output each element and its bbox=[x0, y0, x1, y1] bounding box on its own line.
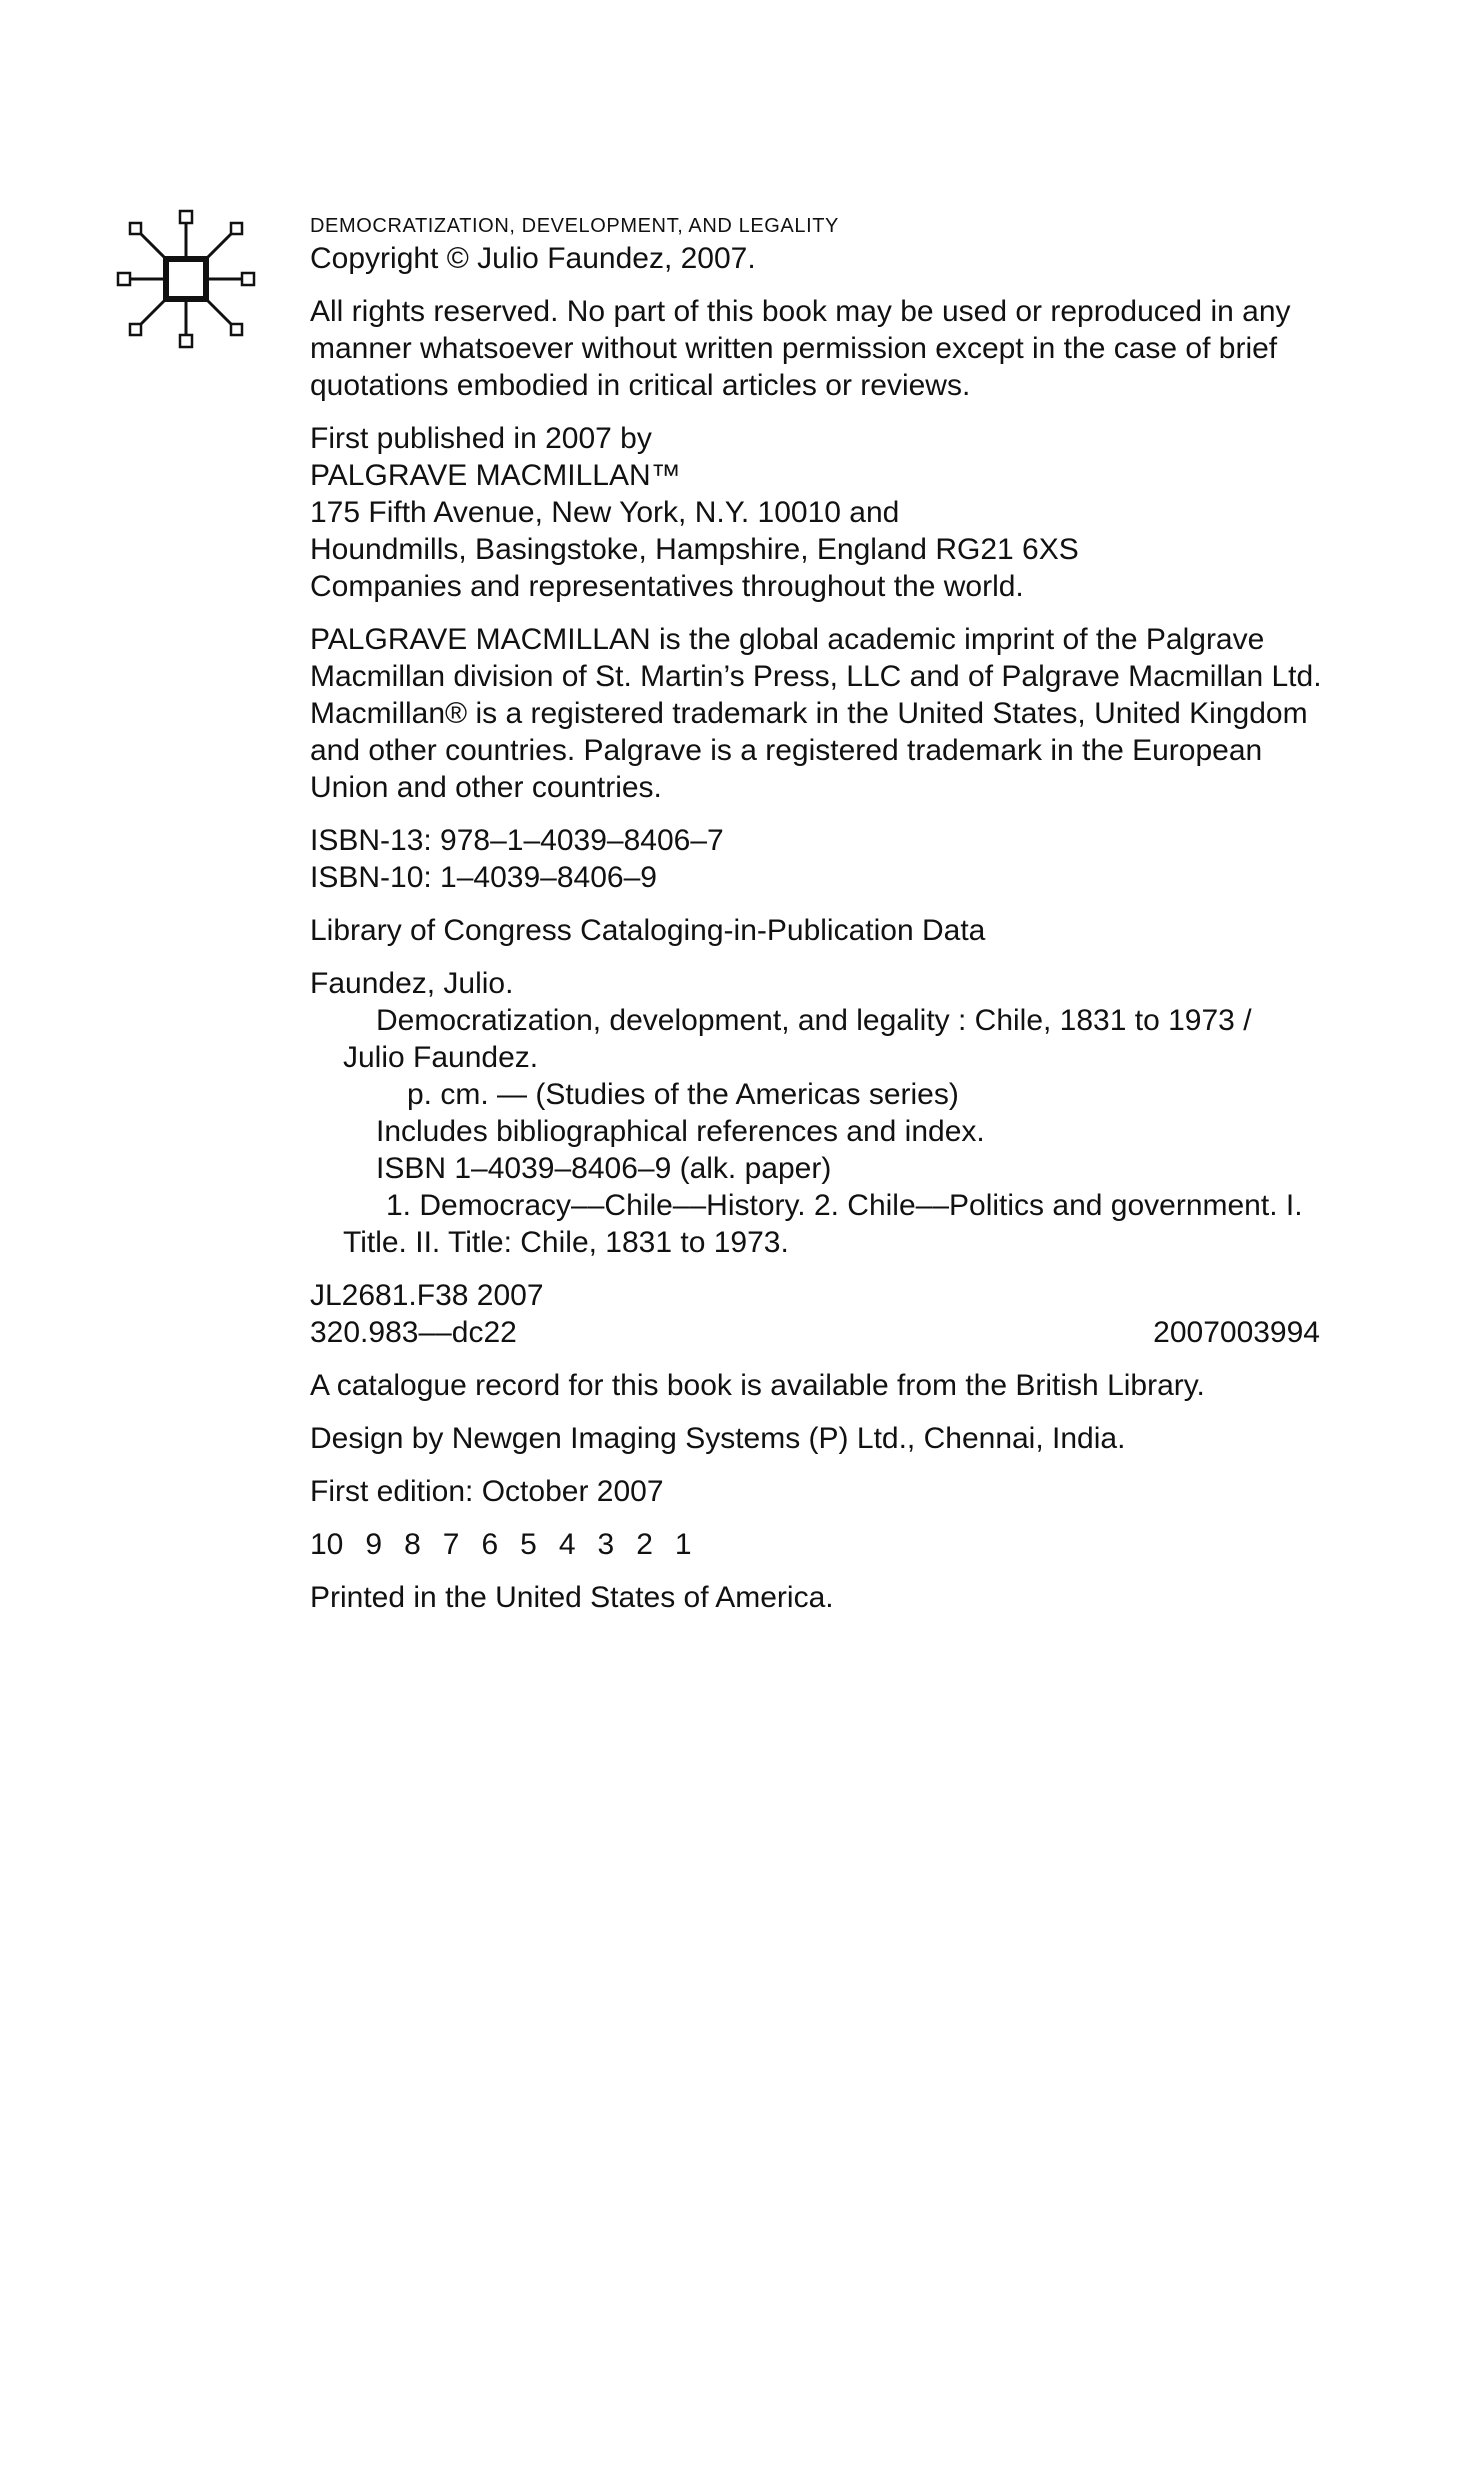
lc-classification: JL2681.F38 2007 bbox=[310, 1279, 544, 1312]
printing-number: 9 bbox=[365, 1528, 383, 1561]
dewey-number: 320.983––dc22 bbox=[310, 1316, 517, 1349]
printing-number: 4 bbox=[558, 1528, 576, 1561]
printing-numbers bbox=[310, 1526, 1320, 1563]
isbn-block bbox=[310, 822, 1320, 896]
publisher-line: First published in 2007 by bbox=[310, 422, 652, 455]
publisher-line: Companies and representatives throughout the world. bbox=[310, 570, 1024, 603]
rights-line: All rights reserved. No part of this book may be used or reproduced in any bbox=[310, 295, 1291, 328]
imprint-line: PALGRAVE MACMILLAN is the global academic imprint of the Palgrave bbox=[310, 623, 1265, 656]
printing-number: 5 bbox=[520, 1528, 537, 1561]
isbn-13: ISBN-13: 978–1–4039–8406–7 bbox=[310, 824, 724, 857]
publisher-network-logo-icon bbox=[112, 205, 260, 353]
publisher-info bbox=[310, 420, 1320, 605]
cip-title-line: Julio Faundez. bbox=[343, 1041, 539, 1074]
cip-bibliography: Includes bibliographical references and index. bbox=[376, 1115, 985, 1148]
printing-number: 1 bbox=[674, 1528, 692, 1561]
classification-block bbox=[310, 1277, 1320, 1351]
printed-in-note: Printed in the United States of America. bbox=[310, 1581, 834, 1614]
rights-line: quotations embodied in critical articles or reviews. bbox=[310, 369, 971, 402]
cip-record bbox=[310, 965, 1320, 1261]
isbn-10: ISBN-10: 1–4039–8406–9 bbox=[310, 861, 657, 894]
edition-note: First edition: October 2007 bbox=[310, 1475, 664, 1508]
publisher-line: Houndmills, Basingstoke, Hampshire, England RG21 6XS bbox=[310, 533, 1079, 566]
imprint-statement bbox=[310, 621, 1320, 806]
cip-subjects-line: Title. II. Title: Chile, 1831 to 1973. bbox=[343, 1226, 789, 1259]
cip-author: Faundez, Julio. bbox=[310, 967, 514, 1000]
cip-series: p. cm. — (Studies of the Americas series) bbox=[407, 1078, 959, 1111]
cip-subjects-line: 1. Democracy––Chile––History. 2. Chile––Politics and government. I. bbox=[386, 1189, 1303, 1222]
imprint-line: Union and other countries. bbox=[310, 771, 662, 804]
publisher-line: PALGRAVE MACMILLAN™ bbox=[310, 459, 681, 492]
publisher-line: 175 Fifth Avenue, New York, N.Y. 10010 and bbox=[310, 496, 900, 529]
copyright-page-content bbox=[310, 212, 1320, 1616]
printing-number: 8 bbox=[404, 1528, 421, 1561]
cip-heading bbox=[310, 912, 1320, 949]
printing-number: 10 bbox=[310, 1528, 344, 1561]
book-title: DEMOCRATIZATION, DEVELOPMENT, AND LEGALITY bbox=[310, 215, 839, 237]
cip-isbn: ISBN 1–4039–8406–9 (alk. paper) bbox=[376, 1152, 832, 1185]
printing-number: 6 bbox=[481, 1528, 499, 1561]
printing-number: 2 bbox=[636, 1528, 653, 1561]
printing-number: 7 bbox=[442, 1528, 460, 1561]
imprint-line: and other countries. Palgrave is a registered trademark in the European bbox=[310, 734, 1263, 767]
cip-heading-text: Library of Congress Cataloging-in-Publication Data bbox=[310, 914, 986, 947]
imprint-line: Macmillan® is a registered trademark in the United States, United Kingdom bbox=[310, 697, 1308, 730]
design-credit: Design by Newgen Imaging Systems (P) Ltd., Chennai, India. bbox=[310, 1422, 1126, 1455]
lccn-number: 2007003994 bbox=[1153, 1316, 1320, 1349]
rights-statement bbox=[310, 293, 1320, 404]
copyright-line: Copyright © Julio Faundez, 2007. bbox=[310, 242, 756, 275]
imprint-line: Macmillan division of St. Martin’s Press, LLC and of Palgrave Macmillan Ltd. bbox=[310, 660, 1322, 693]
british-library-note: A catalogue record for this book is available from the British Library. bbox=[310, 1369, 1205, 1402]
cip-title-line: Democratization, development, and legality : Chile, 1831 to 1973 / bbox=[376, 1004, 1252, 1037]
printing-number: 3 bbox=[597, 1528, 615, 1561]
rights-line: manner whatsoever without written permission except in the case of brief bbox=[310, 332, 1278, 365]
dewey-row bbox=[310, 1314, 1320, 1351]
